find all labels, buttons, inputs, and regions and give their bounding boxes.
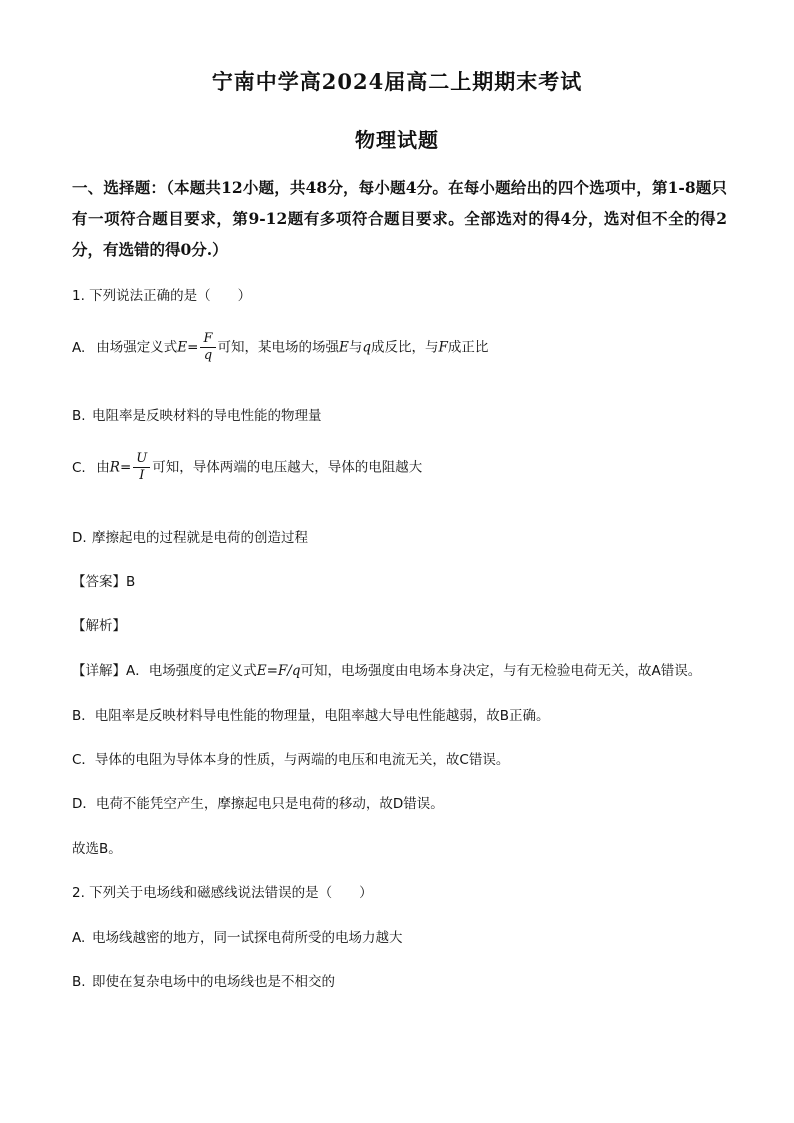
option-text: 摩擦起电的过程就是电荷的创造过程 [92, 530, 308, 546]
fraction [133, 452, 150, 483]
var-e: E [339, 339, 349, 356]
formula-eq: = [119, 459, 132, 476]
option-letter: C. [72, 459, 86, 476]
q2-option-a[interactable] [72, 926, 403, 946]
detail-line-b: B．电阻率是反映材料导电性能的物理量，电阻率越大导电性能越弱，故B正确。 [72, 708, 550, 724]
option-text: 可知，导体两端的电压越大，导体的电阻越大 [152, 459, 423, 476]
option-text: 电场线越密的地方，同一试探电荷所受的电场力越大 [92, 930, 403, 946]
option-letter: B. [72, 974, 86, 990]
option-letter: B. [72, 408, 86, 424]
q1-option-b[interactable] [72, 404, 322, 424]
detail-text: 【详解】A．电场强度的定义式 [72, 663, 257, 679]
option-letter: A. [72, 930, 86, 946]
option-text: 即使在复杂电场中的电场线也是不相交的 [92, 974, 335, 990]
fraction-denominator: q [203, 348, 213, 363]
q1-option-d[interactable] [72, 526, 308, 546]
section-heading: 一、选择题：（本题共12小题，共48分，每小题4分。在每小题给出的四个选项中，第1-8题只有一项符合题目要求，第9-12题有多项符合题目要求。全部选对的得4分，选对但不全的得2分，有选错的得0分.） [72, 178, 727, 259]
choose-line: 故选B。 [72, 841, 122, 857]
option-text: 成反比，与 [371, 339, 439, 356]
q1-stem: 1. 下列说法正确的是（ ） [72, 288, 252, 304]
analysis-label: 【解析】 [72, 618, 126, 634]
q2-stem: 2. 下列关于电场线和磁感线说法错误的是（ ） [72, 885, 373, 901]
var-f: F [438, 339, 448, 356]
detail-line-c: C．导体的电阻为导体本身的性质，与两端的电压和电流无关，故C错误。 [72, 752, 510, 768]
formula-var: R [109, 459, 120, 476]
option-text: 成正比 [447, 339, 489, 356]
fraction [200, 332, 215, 363]
fraction-denominator: I [139, 468, 145, 483]
exam-subject: 物理试题 [355, 128, 439, 152]
formula-eq: = [187, 339, 199, 356]
detail-line-a [72, 659, 701, 679]
option-text: 电阻率是反映材料的导电性能的物理量 [92, 408, 322, 424]
answer-label: 【答案】B [72, 574, 136, 590]
q1-option-a[interactable] [72, 332, 488, 363]
fraction-numerator: F [200, 332, 215, 348]
q2-option-b[interactable] [72, 970, 335, 990]
option-text: 与 [348, 339, 363, 356]
q1-option-c[interactable] [72, 452, 422, 483]
option-text: 由 [96, 459, 110, 476]
exam-title: 宁南中学高2024届高二上期期末考试 [211, 69, 583, 94]
option-text: 可知，某电场的场强 [217, 339, 339, 356]
option-letter: D. [72, 530, 87, 546]
formula-var: E [177, 339, 188, 356]
option-text: 由场强定义式 [96, 339, 178, 356]
var-q: q [362, 339, 372, 356]
detail-text: 可知，电场强度由电场本身决定，与有无检验电荷无关，故A错误。 [300, 663, 702, 679]
detail-line-d: D．电荷不能凭空产生，摩擦起电只是电荷的移动，故D错误。 [72, 796, 444, 812]
detail-formula: E=F/q [256, 663, 301, 679]
fraction-numerator: U [133, 452, 150, 468]
option-letter: A. [72, 339, 86, 356]
